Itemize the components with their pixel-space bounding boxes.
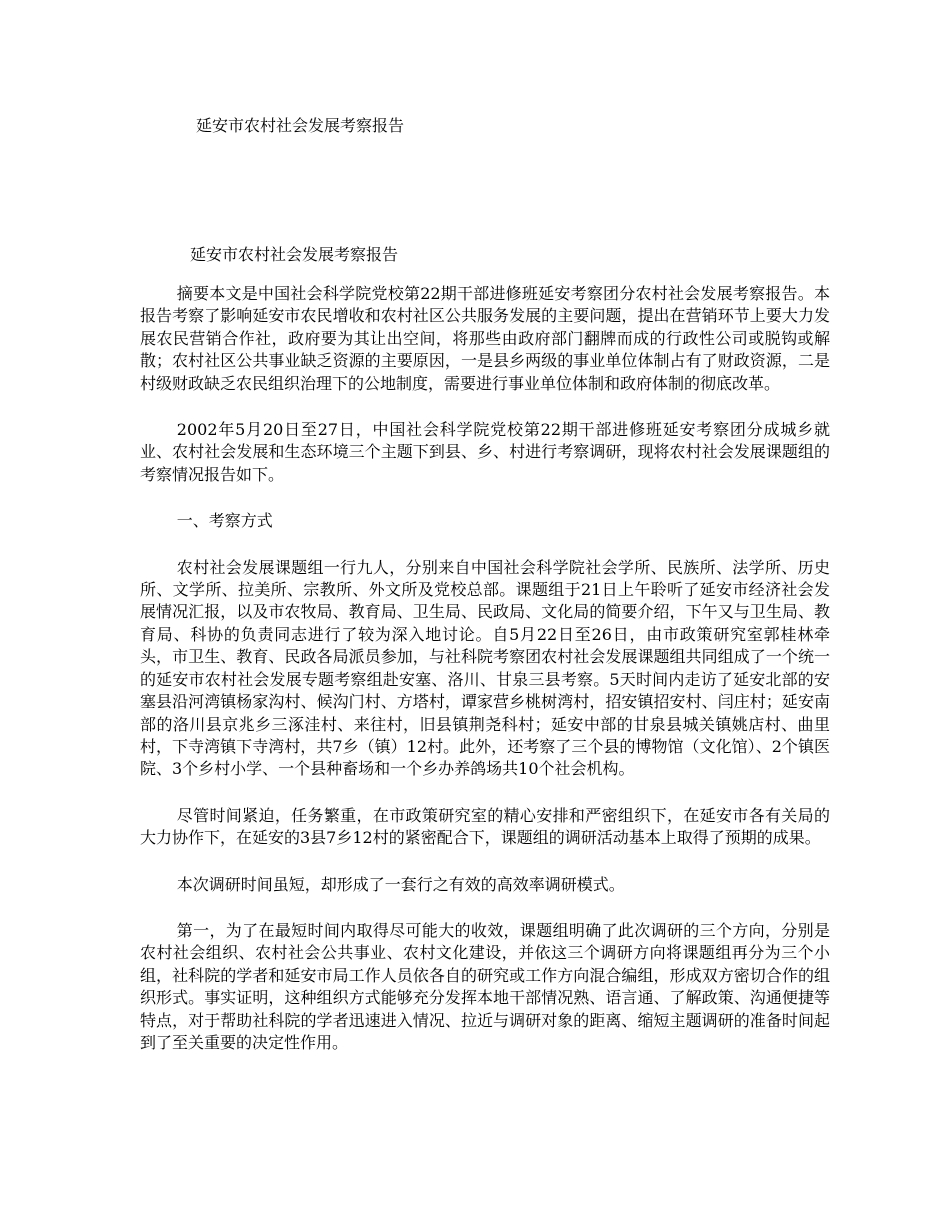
document-body (140, 283, 830, 1078)
abstract-paragraph: 摘要本文是中国社会科学院党校第22期干部进修班延安考察团分农村社会发展考察报告。本报告考察了影响延安市农民增收和农村社区公共服务发展的主要问题，提出在营销环节上要大力发展农民营销合作社，政府要为其让出空间，将那些由政府部门翻牌而成的行政性公司或脱钩或解散；农村社区公共事业缺乏资源的主要原因，一是县乡两级的事业单位体制占有了财政资源，二是村级财政缺乏农民组织治理下的公地制度，需要进行事业单位体制和政府体制的彻底改革。 (140, 284, 830, 393)
body-paragraph: 第一，为了在最短时间内取得尽可能大的收效，课题组明确了此次调研的三个方向，分别是农村社会组织、农村社会公共事业、农村文化建设，并依这三个调研方向将课题组再分为三个小组，社科院的学者和延安市局工作人员依各自的研究或工作方向混合编组，形成双方密切合作的组织形式。事实证明，这种组织方式能够充分发挥本地干部情况熟、语言通、了解政策、沟通便捷等特点，对于帮助社科院的学者迅速进入情况、拉近与调研对象的距离、缩短主题调研的准备时间起到了至关重要的决定性作用。 (140, 920, 830, 1052)
body-paragraph: 农村社会发展课题组一行九人，分别来自中国社会科学院社会学所、民族所、法学所、历史所、文学所、拉美所、宗教所、外文所及党校总部。课题组于21日上午聆听了延安市经济社会发展情况汇报，以及市农牧局、教育局、卫生局、民政局、文化局的简要介绍，下午又与卫生局、教育局、科协的负责同志进行了较为深入地讨论。自5月22日至26日，由市政策研究室郭桂林牵头，市卫生、教育、民政各局派员参加，与社科院考察团农村社会发展课题组共同组成了一个统一的延安市农村社会发展专题考察组赴安塞、洛川、甘泉三县考察。5天时间内走访了延安北部的安塞县沿河湾镇杨家沟村、候沟门村、方塔村，谭家营乡桃树湾村，招安镇招安村、闫庄村；延安南部的洛川县京兆乡三涿洼村、来往村，旧县镇荆尧科村；延安中部的甘泉县城关镇姚店村、曲里村，下寺湾镇下寺湾村，共7乡（镇）12村。此外，还考察了三个县的博物馆（文化馆）、2个镇医院、3个乡村小学、一个县种畜场和一个乡办养鸽场共10个社会机构。 (140, 557, 830, 779)
section-heading: 一、考察方式 (176, 511, 273, 531)
intro-paragraph: 2002年5月20日至27日，中国社会科学院党校第22期干部进修班延安考察团分成城乡就业、农村社会发展和生态环境三个主题下到县、乡、村进行考察调研，现将农村社会发展课题组的考察情况报告如下。 (140, 420, 830, 484)
document-title: 延安市农村社会发展考察报告 (190, 245, 399, 264)
document-title-top: 延安市农村社会发展考察报告 (196, 116, 405, 135)
body-paragraph: 本次调研时间虽短，却形成了一套行之有效的高效率调研模式。 (176, 874, 625, 894)
body-paragraph: 尽管时间紧迫，任务繁重，在市政策研究室的精心安排和严密组织下，在延安市各有关局的大力协作下，在延安的3县7乡12村的紧密配合下，课题组的调研活动基本上取得了预期的成果。 (140, 805, 830, 848)
